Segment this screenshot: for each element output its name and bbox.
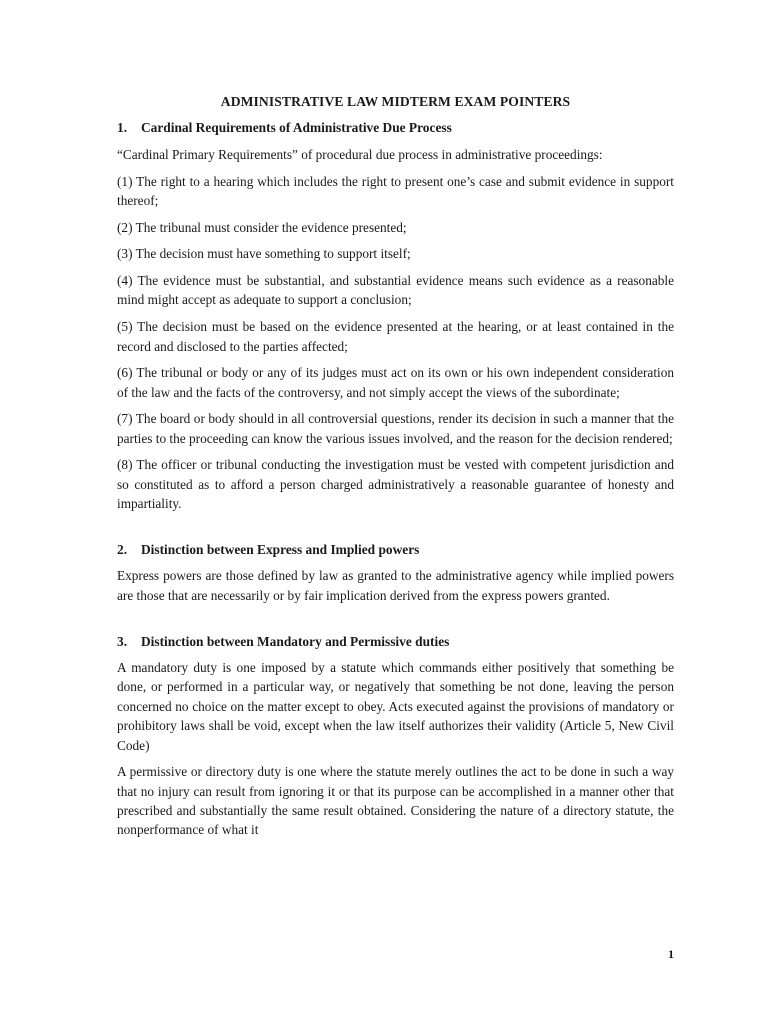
section-number: 2.: [117, 541, 128, 557]
section-spacer: [117, 613, 674, 632]
requirement-item: (4) The evidence must be substantial, and substantial evidence means such evidence as a reasonable mind might accept as adequate to support a conclusion;: [117, 273, 674, 308]
document-title: ADMINISTRATIVE LAW MIDTERM EXAM POINTERS: [220, 94, 571, 109]
section-heading: [117, 632, 674, 651]
requirement-item: (7) The board or body should in all controversial questions, render its decision in such a manner that the parties to the proceeding can know the various issues involved, and the reason for the decision rendered;: [117, 411, 674, 446]
requirement-item: (6) The tribunal or body or any of its judges must act on its own or his own independent consideration of the law and the facts of the controversy, and not simply accept the views of the subordinate;: [117, 365, 674, 400]
section-heading-text: Distinction between Mandatory and Permissive duties: [141, 633, 450, 649]
section-heading: [117, 540, 674, 559]
section-spacer: [117, 521, 674, 540]
section-heading: [117, 118, 674, 137]
requirement-item: (8) The officer or tribunal conducting the investigation must be vested with competent jurisdiction and so constituted as to afford a person charged administratively a reasonable guarantee of honesty and impartiality.: [117, 457, 674, 512]
paragraph: A mandatory duty is one imposed by a statute which commands either positively that something be done, or performed in a particular way, or negatively that something be not done, leaving the person concerned no choice on the matter except to obey. Acts executed against the provisions of mandatory or prohibitory laws shall be void, except when the law itself authorizes their validity (Article 5, New Civil Code): [117, 659, 674, 753]
section-mandatory-permissive-duties: [117, 632, 674, 840]
section-heading-text: Distinction between Express and Implied powers: [141, 541, 420, 557]
page-number: 1: [668, 947, 674, 961]
requirement-item: (3) The decision must have something to support itself;: [117, 246, 411, 262]
paragraph: Express powers are those defined by law as granted to the administrative agency while implied powers are those that are necessarily or by fair implication derived from the express powers granted.: [117, 568, 674, 603]
requirement-item: (5) The decision must be based on the evidence presented at the hearing, or at least contained in the record and disclosed to the parties affected;: [117, 319, 674, 354]
section-number: 3.: [117, 633, 128, 649]
requirement-item: (2) The tribunal must consider the evidence presented;: [117, 219, 407, 235]
section-cardinal-requirements: [117, 118, 674, 513]
paragraph: A permissive or directory duty is one where the statute merely outlines the act to be done in such a way that no injury can result from ignoring it or that its purpose can be accomplished in a manner other that prescribed and substantially the same result obtained. Considering the nature of a directory statute, the nonperformance of what it: [117, 764, 674, 838]
section-express-implied-powers: [117, 540, 674, 605]
section-heading-text: Cardinal Requirements of Administrative Due Process: [141, 120, 452, 136]
section-number: 1.: [117, 120, 128, 136]
paragraph: “Cardinal Primary Requirements” of procedural due process in administrative proceedings:: [117, 146, 603, 162]
requirement-item: (1) The right to a hearing which includes the right to present one’s case and submit evidence in support thereof;: [117, 173, 674, 208]
page-content: [117, 92, 674, 847]
